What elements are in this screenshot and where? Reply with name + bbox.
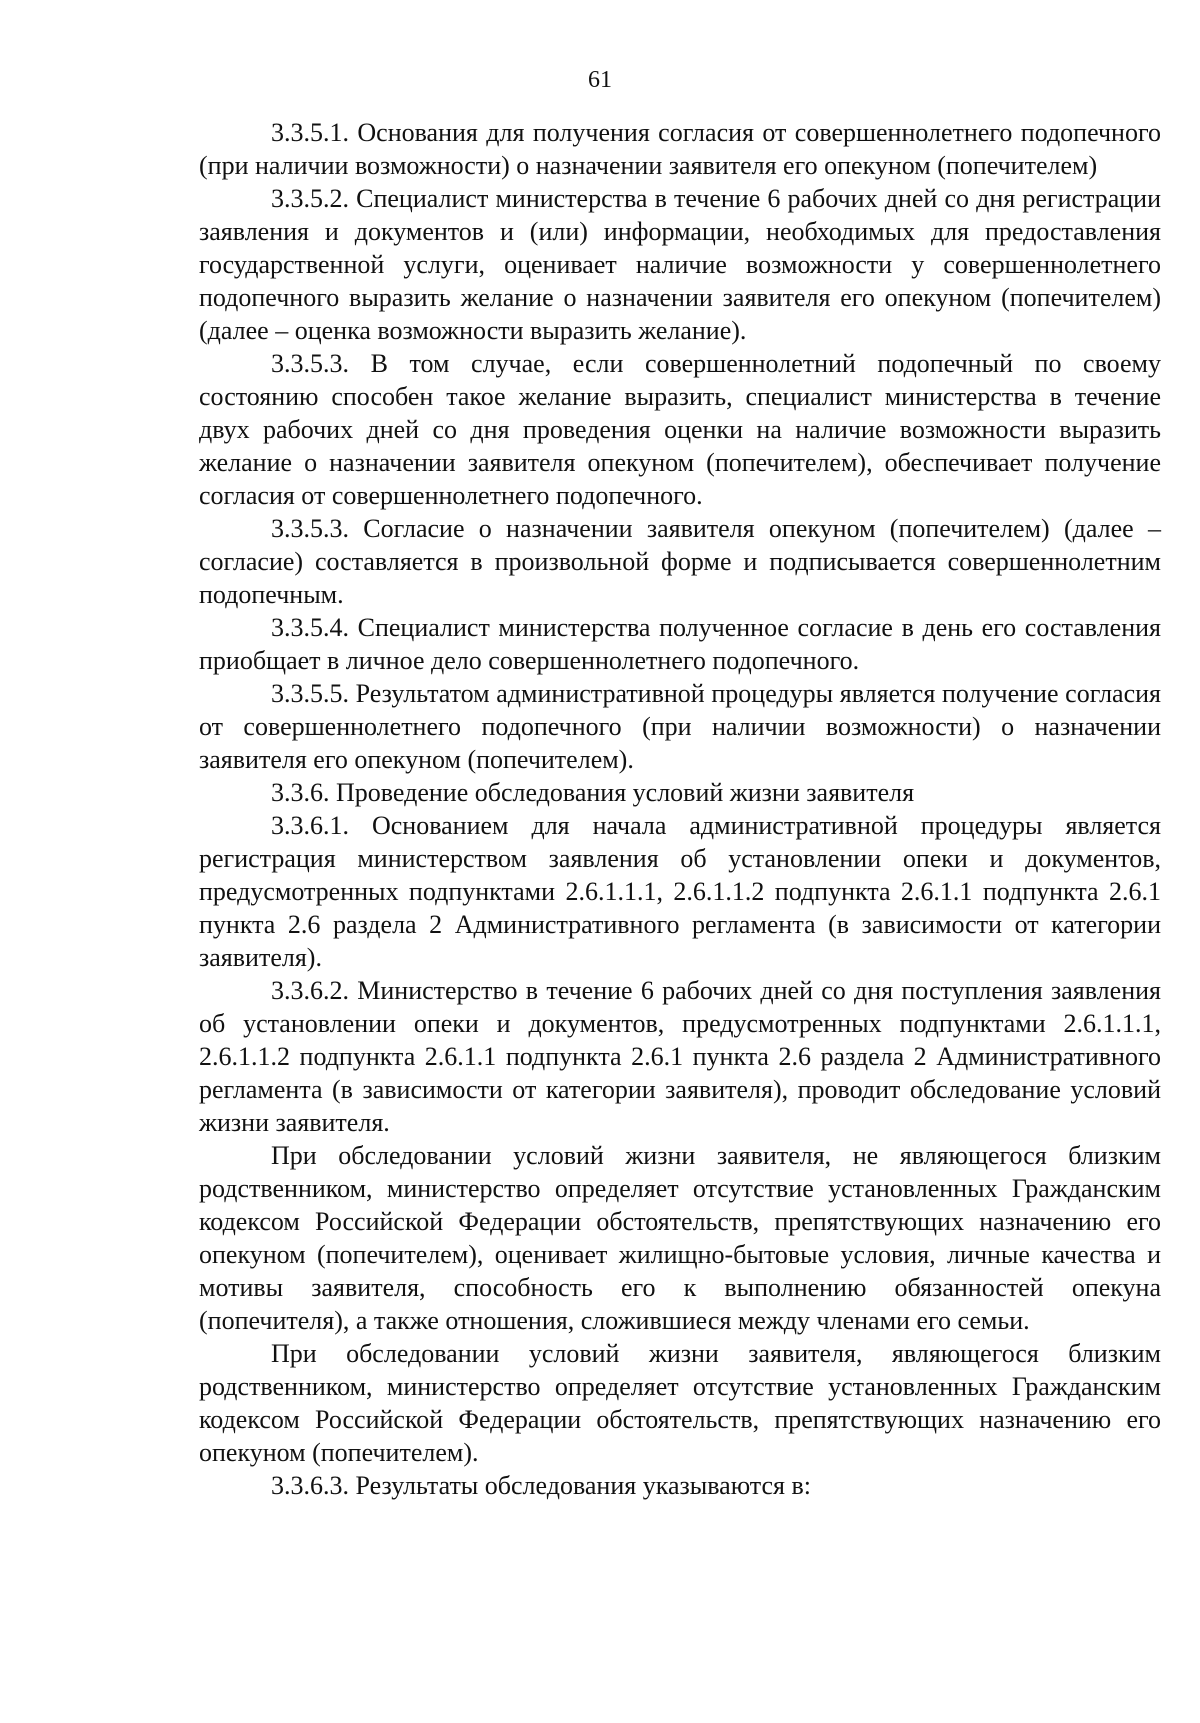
paragraph-3-3-5-3-first: 3.3.5.3. В том случае, если совершеннолетний подопечный по своему состоянию способен такое желание выразить, специалист министерства в течение двух рабочих дней со дня проведения оценки на наличие возможности выразить желание о назначении заявителя опекуном (попечителем), обеспечивает получение согласия от совершеннолетнего подопечного. <box>199 349 1161 510</box>
paragraph-3-3-6-2: 3.3.6.2. Министерство в течение 6 рабочих дней со дня поступления заявления об установлении опеки и документов, предусмотренных подпунктами 2.6.1.1.1, 2.6.1.1.2 подпункта 2.6.1.1 подпункта 2.6.1 пункта 2.6 раздела 2 Административного регламента (в зависимости от категории заявителя), проводит обследование условий жизни заявителя. <box>199 976 1161 1137</box>
paragraph-3-3-5-2: 3.3.5.2. Специалист министерства в течение 6 рабочих дней со дня регистрации заявления и документов и (или) информации, необходимых для предоставления государственной услуги, оценивает наличие возможности у совершеннолетнего подопечного выразить желание о назначении заявителя его опекуном (попечителем) (далее – оценка возможности выразить желание). <box>199 184 1161 345</box>
paragraph-3-3-5-3-second: 3.3.5.3. Согласие о назначении заявителя опекуном (попечителем) (далее – согласие) составляется в произвольной форме и подписывается совершеннолетним подопечным. <box>199 514 1161 609</box>
document-body <box>199 116 1161 1502</box>
section-heading-3-3-6: 3.3.6. Проведение обследования условий жизни заявителя <box>271 778 915 807</box>
paragraph-3-3-6-3: 3.3.6.3. Результаты обследования указываются в: <box>271 1471 811 1500</box>
paragraph-3-3-5-1: 3.3.5.1. Основания для получения согласия от совершеннолетнего подопечного (при наличии возможности) о назначении заявителя его опекуном (попечителем) <box>199 118 1161 180</box>
paragraph-non-relative-survey: При обследовании условий жизни заявителя, не являющегося близким родственником, министерство определяет отсутствие установленных Гражданским кодексом Российской Федерации обстоятельств, препятствующих назначению его опекуном (попечителем), оценивает жилищно-бытовые условия, личные качества и мотивы заявителя, способность его к выполнению обязанностей опекуна (попечителя), а также отношения, сложившиеся между членами его семьи. <box>199 1141 1161 1335</box>
paragraph-3-3-5-5: 3.3.5.5. Результатом административной процедуры является получение согласия от совершеннолетнего подопечного (при наличии возможности) о назначении заявителя его опекуном (попечителем). <box>199 679 1161 774</box>
paragraph-relative-survey: При обследовании условий жизни заявителя, являющегося близким родственником, министерство определяет отсутствие установленных Гражданским кодексом Российской Федерации обстоятельств, препятствующих назначению его опекуном (попечителем). <box>199 1339 1161 1467</box>
paragraph-3-3-6-1: 3.3.6.1. Основанием для начала административной процедуры является регистрация министерством заявления об установлении опеки и документов, предусмотренных подпунктами 2.6.1.1.1, 2.6.1.1.2 подпункта 2.6.1.1 подпункта 2.6.1 пункта 2.6 раздела 2 Административного регламента (в зависимости от категории заявителя). <box>199 811 1161 972</box>
page-number: 61 <box>588 67 612 93</box>
paragraph-3-3-5-4: 3.3.5.4. Специалист министерства полученное согласие в день его составления приобщает в личное дело совершеннолетнего подопечного. <box>199 613 1161 675</box>
